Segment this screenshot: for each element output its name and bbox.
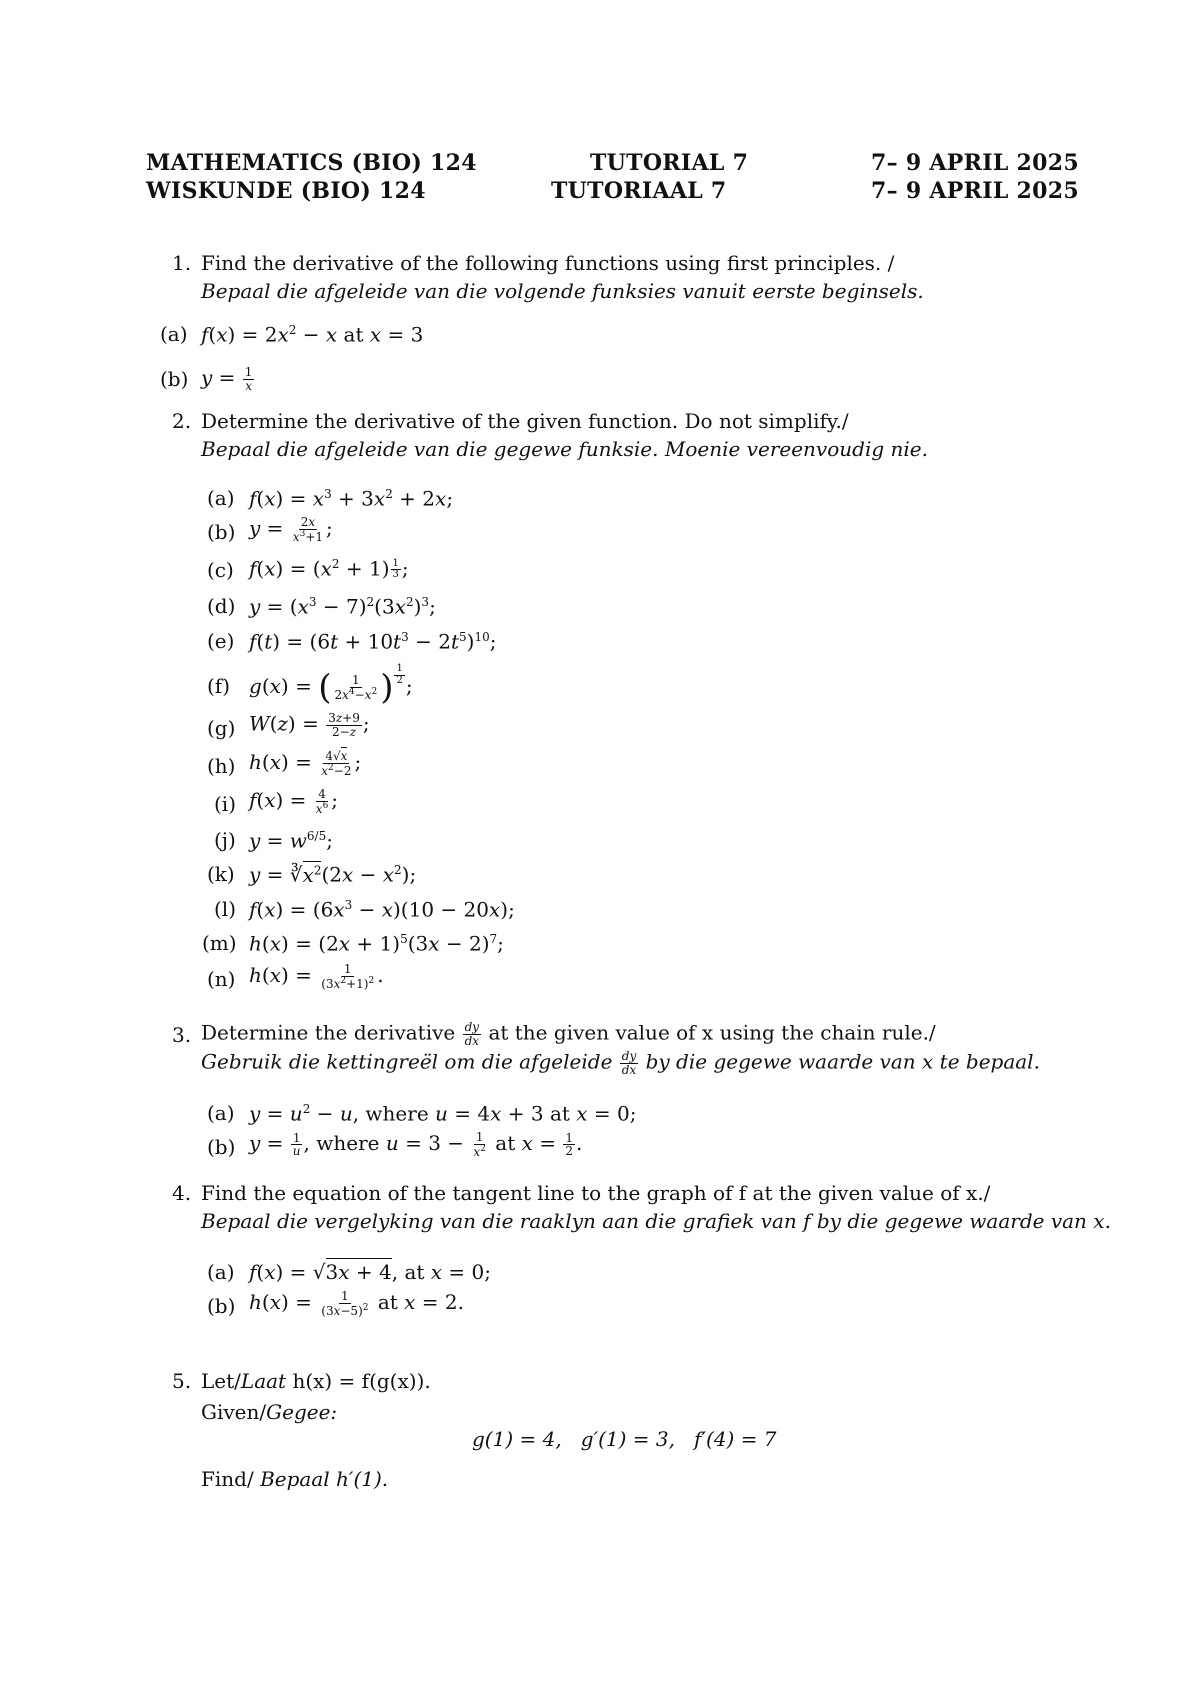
q2j-expr: $y = w^{6/5}$; xyxy=(249,828,333,853)
q2a-label: (a) xyxy=(207,486,235,510)
q2m-expr: $h(x) = (2x + 1)^5(3x - 2)^7$; xyxy=(249,931,504,956)
q5-given xyxy=(201,1402,337,1422)
q3-text-af xyxy=(201,1050,1040,1076)
q3a-expr: $y = u^2 - u$, where u = 4x + 3 at x = 0; xyxy=(249,1101,637,1126)
q5-find-expr: h′(1). xyxy=(336,1467,389,1491)
dydx-den: dx xyxy=(464,1033,480,1048)
q5-given-en: Given/ xyxy=(201,1400,267,1424)
q2f-expr: g(x) = ( $\frac{1}{2x^4-x^2}$ ) $\frac{1}{2}$ ; xyxy=(249,663,413,708)
q1a-expr: $f(x) = 2x^2 - x$ at x = 3 xyxy=(201,322,424,347)
q2c-label: (c) xyxy=(207,558,234,582)
q1-number: 1. xyxy=(172,251,192,275)
q2l-label: (l) xyxy=(214,897,237,921)
q2b-label: (b) xyxy=(207,520,236,544)
q5-find xyxy=(201,1469,388,1489)
q1-text-en: Find the derivative of the following functions using first principles. / xyxy=(201,251,895,275)
q2-text-en: Determine the derivative of the given function. Do not simplify./ xyxy=(201,409,849,433)
q2d-label: (d) xyxy=(207,594,236,618)
q2-number: 2. xyxy=(172,409,192,433)
q3b-expr: y = $\frac{1}{u}$ , where u = 3 − $\frac{1}{x^2}$ at x = $\frac{1}{2}$ . xyxy=(249,1130,583,1159)
q2f-label: (f) xyxy=(207,674,231,698)
q2d-expr: $y = (x^3 - 7)^2(3x^2)^3$; xyxy=(249,594,436,619)
q2a-expr: $f(x) = x^3 + 3x^2 + 2x$; xyxy=(249,486,454,511)
q2g-label: (g) xyxy=(207,716,236,740)
q5-find-en: Find/ xyxy=(201,1467,254,1491)
q4a-label: (a) xyxy=(207,1260,235,1284)
q5-let-expr: h(x) = f(g(x)). xyxy=(292,1369,431,1393)
course-title-af: WISKUNDE (BIO) 124 xyxy=(146,178,426,204)
q2-text-af: Bepaal die afgeleide van die gegewe funksie. Moenie vereenvoudig nie. xyxy=(201,437,928,461)
q4-text-en: Find the equation of the tangent line to the graph of f at the given value of x./ xyxy=(201,1181,991,1205)
q1b-expr: y = $\frac{1}{x}$ xyxy=(201,365,253,393)
q5-let-en: Let/ xyxy=(201,1369,241,1393)
q3-text-en-a: Determine the derivative xyxy=(201,1020,456,1045)
q5-let xyxy=(201,1371,431,1391)
q3-number: 3. xyxy=(172,1023,192,1047)
q3-text-en xyxy=(201,1021,936,1047)
q2i-expr: f(x) = $\frac{4}{x^6}$ ; xyxy=(249,787,339,816)
q3b-label: (b) xyxy=(207,1135,236,1159)
dydx-num-af: dy xyxy=(621,1049,637,1063)
q3-text-en-b: at the given value of x using the chain rule./ xyxy=(488,1020,936,1045)
tutorial-title-en: TUTORIAL 7 xyxy=(590,150,749,176)
q3-text-af-a: Gebruik die kettingreël om die afgeleide xyxy=(201,1049,613,1074)
q1-text-af: Bepaal die afgeleide van die volgende funksies vanuit eerste beginsels. xyxy=(201,279,924,303)
q1b-label: (b) xyxy=(160,367,189,391)
q5-given-expr: g(1) = 4, g′(1) = 3, f′(4) = 7 xyxy=(472,1427,777,1451)
date-af: 7– 9 APRIL 2025 xyxy=(871,178,1079,204)
q2k-label: (k) xyxy=(207,862,235,886)
q1a-label: (a) xyxy=(160,322,188,346)
dydx-num: dy xyxy=(464,1020,480,1034)
q2g-expr: W(z) = $\frac{3z+9}{2-z}$ ; xyxy=(249,711,370,739)
q4b-expr: h(x) = $\frac{1}{(3x-5)^2}$ at x = 2. xyxy=(249,1289,465,1318)
q3-text-af-b: by die gegewe waarde van x te bepaal. xyxy=(645,1049,1040,1074)
q2l-expr: $f(x) = (6x^3 - x)(10 - 20x)$; xyxy=(249,897,515,922)
q2h-label: (h) xyxy=(207,754,236,778)
q3a-label: (a) xyxy=(207,1101,235,1125)
q2c-expr: $f(x) = (x^2 + 1)$ $\frac{1}{3}$ ; xyxy=(249,556,409,581)
q4-number: 4. xyxy=(172,1181,192,1205)
q2j-label: (j) xyxy=(214,828,236,852)
q2m-label: (m) xyxy=(202,931,237,955)
dydx-den-af: dx xyxy=(621,1062,637,1077)
q4-text-af: Bepaal die vergelyking van die raaklyn aan die grafiek van f by die gegewe waarde van x. xyxy=(201,1209,1111,1233)
q2k-expr: $y = ∛x^2(2x - x^2)$; xyxy=(249,862,417,887)
q2h-expr: h(x) = $\frac{4√x}{x^2-2}$ ; xyxy=(249,749,362,778)
q2b-expr: y = $\frac{2x}{x^3+1}$ ; xyxy=(249,515,333,544)
q5-let-af: Laat xyxy=(240,1369,287,1393)
tutorial-title-af: TUTORIAAL 7 xyxy=(551,178,727,204)
q5-given-af: Gegee: xyxy=(266,1400,338,1424)
q2i-label: (i) xyxy=(214,792,237,816)
q4a-expr: f(x) = √3x + 4, at x = 0; xyxy=(249,1260,492,1284)
date-en: 7– 9 APRIL 2025 xyxy=(871,150,1079,176)
q2e-expr: $f(t) = (6t + 10t^3 - 2t^5)^{10}$; xyxy=(249,629,497,654)
q5-find-af: Bepaal xyxy=(260,1467,330,1491)
q2n-label: (n) xyxy=(207,967,236,991)
course-title-en: MATHEMATICS (BIO) 124 xyxy=(146,150,477,176)
q4b-label: (b) xyxy=(207,1294,236,1318)
q5-number: 5. xyxy=(172,1369,192,1393)
q2n-expr: h(x) = $\frac{1}{(3x^2+1)^2}$ . xyxy=(249,962,384,991)
q2e-label: (e) xyxy=(207,629,235,653)
